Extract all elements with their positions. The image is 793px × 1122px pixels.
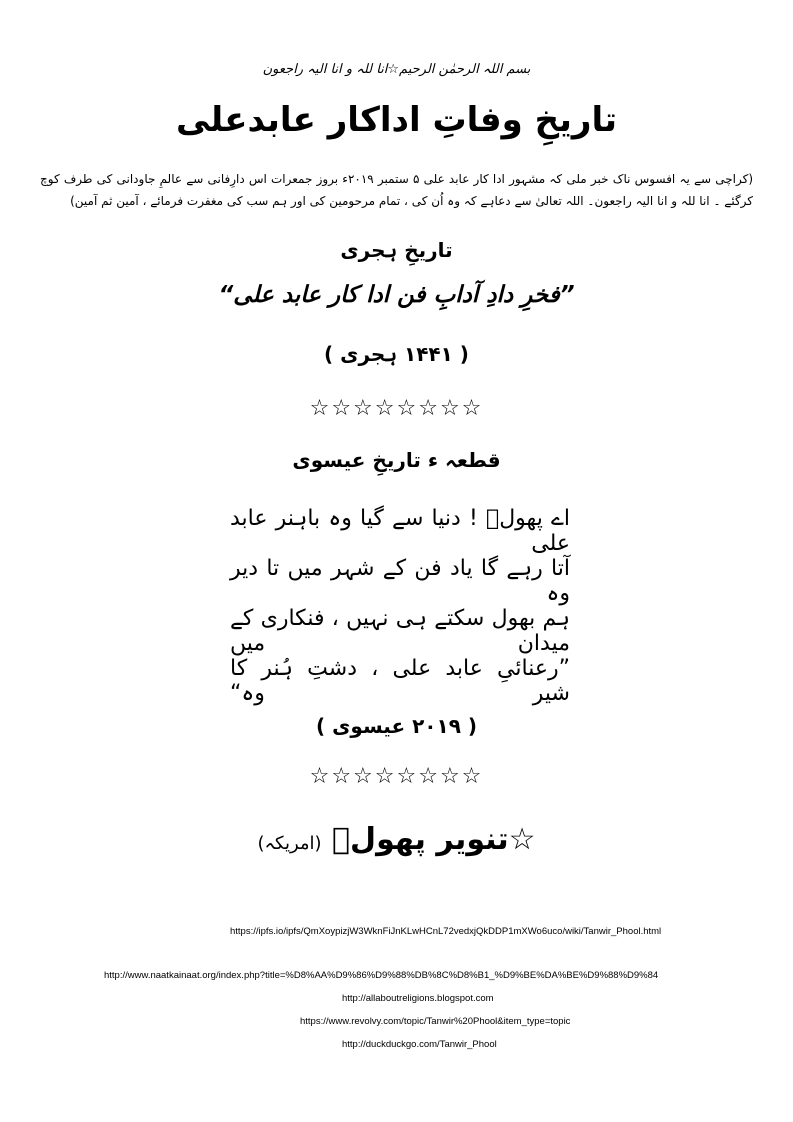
star-divider: ☆☆☆☆☆☆☆☆ (309, 764, 484, 789)
verse-line-2: آتا رہے گا یاد فن کے شہر میں تا دیر وہ (230, 556, 570, 606)
star-divider: ☆☆☆☆☆☆☆☆ (309, 396, 484, 421)
intro-paragraph: (کراچی سے یہ افسوس ناک خبر ملی کہ مشہور ادا کار عابد علی ۵ ستمبر ۲۰۱۹ء بروز جمعرات اس دارِفانی سے عالمِ جاودانی کی طرف کوچ کرگئے ۔ انا للہ و انا الیہ راجعون۔ اللہ تعالیٰ سے دعاہے کہ وہ اُن کی ، تمام مرحومین کی اور ہم سب کی مغفرت فرمائے ، آمین ثم آمین) (40, 172, 754, 208)
author-location: (امریکہ) (257, 833, 322, 854)
verse-line-4: ”رعنائیِ عابد علی ، دشتِ ہُنر کا شیر وہ“ (230, 656, 570, 706)
verse-line-1: اے پھولؔ ! دنیا سے گیا وہ باہنر عابد علی (230, 506, 570, 556)
gregorian-year: ( ۲۰۱۹ عیسوی ) (315, 714, 478, 738)
signature (0, 822, 793, 857)
star-icon: ☆ (508, 822, 536, 857)
reference-link[interactable]: https://www.revolvy.com/topic/Tanwir%20Phool&item_type=topic (300, 1016, 571, 1027)
reference-link[interactable]: http://www.naatkainaat.org/index.php?title=%D8%AA%D9%86%D9%88%DB%8C%D8%B1_%D9%BE%DA%BE%D9%88%D9%84 (104, 970, 659, 981)
bismillah-line: بسم اللہ الرحمٰن الرحیم☆انا للہ و انا الیہ راجعون (262, 62, 531, 77)
author-name: تنویر پھولؔ (332, 822, 509, 857)
hijri-heading: تاریخِ ہجری (340, 238, 453, 262)
gregorian-heading: قطعہ ء تاریخِ عیسوی (292, 448, 501, 472)
hijri-chronogram: ”فخرِ دادِ آدابِ فن ادا کار عابد علی“ (218, 282, 575, 308)
hijri-year: ( ۱۴۴۱ ہجری ) (324, 342, 469, 366)
reference-link[interactable]: http://allaboutreligions.blogspot.com (342, 993, 494, 1004)
reference-link[interactable]: https://ipfs.io/ipfs/QmXoypizjW3WknFiJnKLwHCnL72vedxjQkDDP1mXWo6uco/wiki/Tanwir_Phool.html (230, 926, 662, 937)
page-title: تاریخِ وفاتِ اداکار عابدعلی (176, 100, 617, 140)
reference-link[interactable]: http://duckduckgo.com/Tanwir_Phool (342, 1039, 497, 1050)
verse-line-3: ہم بھول سکتے ہی نہیں ، فنکاری کے میدان میں (230, 606, 570, 656)
